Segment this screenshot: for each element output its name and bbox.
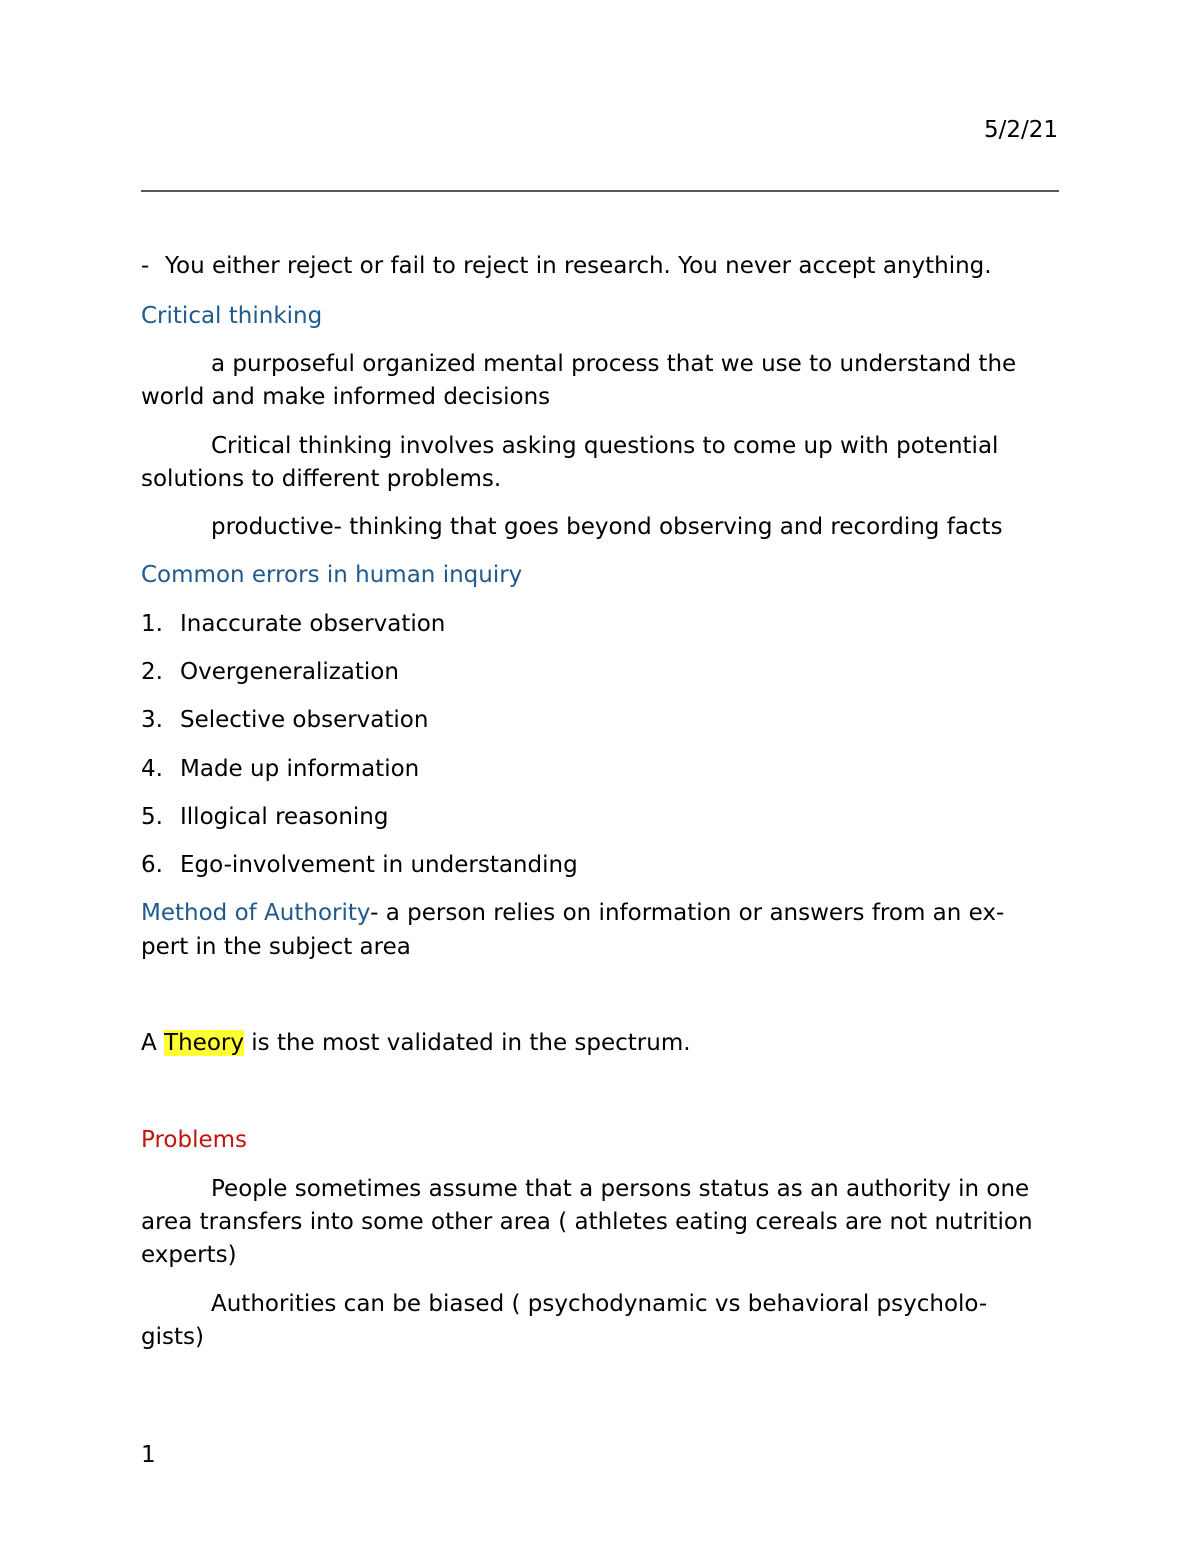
problems-para1-line3: experts) bbox=[141, 1242, 237, 1268]
problems-para2-line2: gists) bbox=[141, 1324, 204, 1350]
list-item bbox=[141, 801, 388, 834]
critical-thinking-heading: Critical thinking bbox=[141, 303, 323, 329]
dash-note bbox=[141, 250, 992, 283]
list-item-text: Made up information bbox=[180, 756, 420, 782]
method-of-authority-line1 bbox=[141, 897, 1004, 930]
list-item bbox=[141, 849, 578, 882]
common-errors-heading: Common errors in human inquiry bbox=[141, 562, 523, 588]
method-of-authority-line2: pert in the subject area bbox=[141, 934, 411, 960]
critical-thinking-para2-line1: Critical thinking involves asking questions to come up with potential bbox=[211, 433, 999, 459]
list-item-text: Inaccurate observation bbox=[180, 611, 446, 637]
problems-para1-line1: People sometimes assume that a persons status as an authority in one bbox=[211, 1176, 1030, 1202]
list-item-number: 3. bbox=[141, 707, 163, 733]
list-item-number: 5. bbox=[141, 804, 163, 830]
problems-para2-line1: Authorities can be biased ( psychodynamic vs behavioral psycholo- bbox=[211, 1291, 988, 1317]
problems-para1-line2: area transfers into some other area ( athletes eating cereals are not nutrition bbox=[141, 1209, 1033, 1235]
list-item bbox=[141, 704, 428, 737]
list-item-text: Ego-involvement in understanding bbox=[180, 852, 578, 878]
list-item-number: 4. bbox=[141, 756, 163, 782]
theory-highlighted-term: Theory bbox=[164, 1030, 244, 1056]
dash-bullet: - bbox=[141, 253, 150, 279]
dash-note-text: You either reject or fail to reject in research. You never accept anything. bbox=[165, 253, 992, 279]
theory-prefix: A bbox=[141, 1030, 165, 1056]
header-rule bbox=[141, 190, 1059, 192]
problems-heading: Problems bbox=[141, 1127, 248, 1153]
list-item bbox=[141, 753, 419, 786]
theory-sentence bbox=[141, 1027, 691, 1060]
critical-thinking-para1-line1: a purposeful organized mental process that we use to understand the bbox=[211, 351, 1017, 377]
list-item-number: 1. bbox=[141, 611, 163, 637]
header-date: 5/2/21 bbox=[983, 117, 1058, 143]
list-item-number: 2. bbox=[141, 659, 163, 685]
theory-suffix: is the most validated in the spectrum. bbox=[243, 1030, 691, 1056]
list-item-text: Illogical reasoning bbox=[180, 804, 389, 830]
list-item bbox=[141, 608, 445, 641]
critical-thinking-para1-line2: world and make informed decisions bbox=[141, 384, 551, 410]
page-number: 1 bbox=[141, 1442, 156, 1468]
method-of-authority-term: Method of Authority bbox=[141, 900, 371, 926]
list-item bbox=[141, 656, 399, 689]
list-item-text: Overgeneralization bbox=[180, 659, 399, 685]
list-item-number: 6. bbox=[141, 852, 163, 878]
critical-thinking-para3: productive- thinking that goes beyond observing and recording facts bbox=[211, 514, 1003, 540]
list-item-text: Selective observation bbox=[180, 707, 429, 733]
critical-thinking-para2-line2: solutions to different problems. bbox=[141, 466, 502, 492]
method-of-authority-definition: - a person relies on information or answers from an ex- bbox=[370, 900, 1005, 926]
